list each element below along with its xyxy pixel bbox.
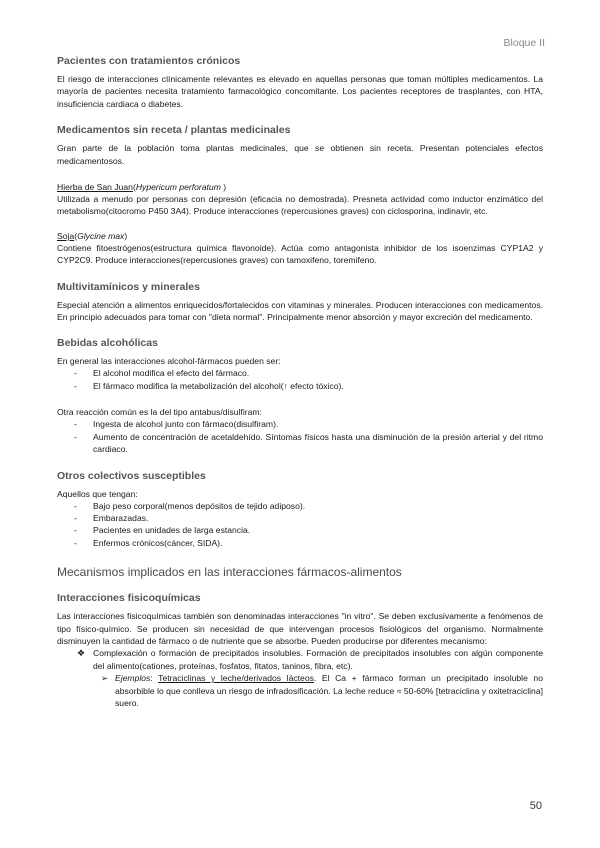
entry-title-soja: Soja(Glycine max) <box>57 230 128 241</box>
section-title-chronic: Pacientes con tratamientos crónicos <box>57 55 241 67</box>
list-item: - El fármaco modifica la metabolización del alcohol(↑ efecto tóxico). <box>74 380 344 391</box>
section-title-physchem: Interacciones fisicoquímicas <box>57 592 201 605</box>
entry-name-hierba: Hierba de San Juan <box>57 182 133 193</box>
arrow-bullet-icon: ➢ <box>101 673 109 684</box>
entry-hierba <box>57 181 543 218</box>
alcohol-intro: En general las interacciones alcohol-fármacos pueden ser: <box>57 356 281 367</box>
header-label: Bloque II <box>503 37 545 49</box>
paragraph-otc: Gran parte de la población toma plantas medicinales, que se obtienen sin receta. Presentan potenciales efectos medicamentosos. <box>57 143 543 166</box>
section-title-alcohol: Bebidas alcohólicas <box>57 337 158 350</box>
list-item: - Pacientes en unidades de larga estancia. <box>74 525 251 536</box>
list-item: - Ingesta de alcohol junto con fármaco(disulfiram). <box>74 419 279 430</box>
list-item: - Embarazadas. <box>74 512 149 523</box>
section-title-otc: Medicamentos sin receta / plantas medicinales <box>57 124 291 137</box>
diamond-bullet-icon: ❖ <box>77 648 86 659</box>
paragraph-multivit: Especial atención a alimentos enriquecidos/fortalecidos con vitaminas y minerales. Producen interacciones con medicamentos. En principio adecuados para tomar con "dieta normal". Principalmente menor absorción y mayor excreción del medicamento. <box>57 299 543 323</box>
entry-latin-hierba: Hypericum perforatum <box>135 182 221 193</box>
list-item: - El alcohol modifica el efecto del fármaco. <box>74 368 250 379</box>
others-list <box>57 500 543 550</box>
entry-title-hierba: Hierba de San Juan(Hypericum perforatum ) <box>57 182 227 193</box>
others-intro: Aquellos que tengan: <box>57 488 138 499</box>
alcohol-list-2 <box>57 418 543 455</box>
section-title-others: Otros colectivos susceptibles <box>57 469 206 482</box>
paragraph-chronic: El riesgo de interacciones clínicamente relevantes es elevado en aquellas personas que toman múltiples medicamentos. La mayoría de pacientes necesita tratamiento farmacológico concomitante. Los pacientes receptores de trasplantes, con HTA, insuficiencia cardiaca o diabetes. <box>57 74 543 109</box>
alcohol-intro-2: Otra reacción común es la del tipo antabus/disulfiram: <box>57 407 262 418</box>
entry-latin-soja: Glycine max <box>77 230 125 241</box>
entry-name-soja: Soja <box>57 230 75 241</box>
entry-text-hierba: Utilizada a menudo por personas con depresión (eficacia no demostrada). Presneta actividad como inductor enzimático del metabolismo(citocromo P450 3A4). Produce interacciones (repercusiones graves) con ciclosporina, indinavir, etc. <box>57 194 543 217</box>
page-content <box>57 55 543 709</box>
bullet-complexation: ❖ Complexación o formación de precipitados insolubles. Formación de precipitados insolubles con algún componente del alimento(cationes, proteínas, fosfatos, fitatos, taninos, fibra, etc). <box>77 648 543 671</box>
entry-soja <box>57 230 543 267</box>
list-item: - Aumento de concentración de acetaldehído. Síntomas físicos hasta una disminución de la presión arterial y del ritmo cardiaco. <box>74 431 543 455</box>
chapter-title-mechanisms: Mecanismos implicados en las interacciones fármacos-alimentos <box>57 565 402 580</box>
section-title-multivit: Multivitamínicos y minerales <box>57 280 200 293</box>
entry-text-soja: Contiene fitoestrógenos(estructura química flavonoide). Actúa como antagonista inhibidor de los isoenzimas CYP1A2 y CYP2C9. Produce interacciones(repercusiones graves) con tamoxifeno, toremifeno. <box>57 242 543 266</box>
example-item: ➢ Ejemplos: Tetraciclinas y leche/derivados lácteos. El Ca + fármaco forman un precipitado insoluble no absorbible lo que conlleva un riesgo de infradosificación. La leche reduce ≈ 50-60% [tetraciclina y oxitetraciclina] suero. <box>101 673 543 708</box>
example-label: Ejemplos <box>115 673 151 684</box>
example-topic: Tetraciclinas y leche/derivados lácteos <box>158 673 314 684</box>
list-item: - Enfermos crónicos(cáncer, SIDA). <box>74 537 223 548</box>
paragraph-physchem: Las interacciones fisicoquímicas también son denominadas interacciones "in vitro". Se deben exclusivamente a fenómenos de tipo físico-químico. Se producen sin necesidad de que intervengan procesos fisiológicos del organismo. Normalmente disminuyen la cantidad de fármaco o de nutriente que se absorbe. Pueden producirse por diferentes mecanismo: <box>57 611 543 646</box>
page-number: 50 <box>529 800 542 812</box>
list-item: - Bajo peso corporal(menos depósitos de tejido adiposo). <box>74 500 306 511</box>
example-text: . El Ca + fármaco forman un precipitado insoluble no absorbible lo que conlleva un riesgo de infradosificación. La leche reduce ≈ 50-60% [tetraciclina y oxitetraciclina] suero. <box>115 673 543 708</box>
alcohol-list <box>57 367 543 392</box>
